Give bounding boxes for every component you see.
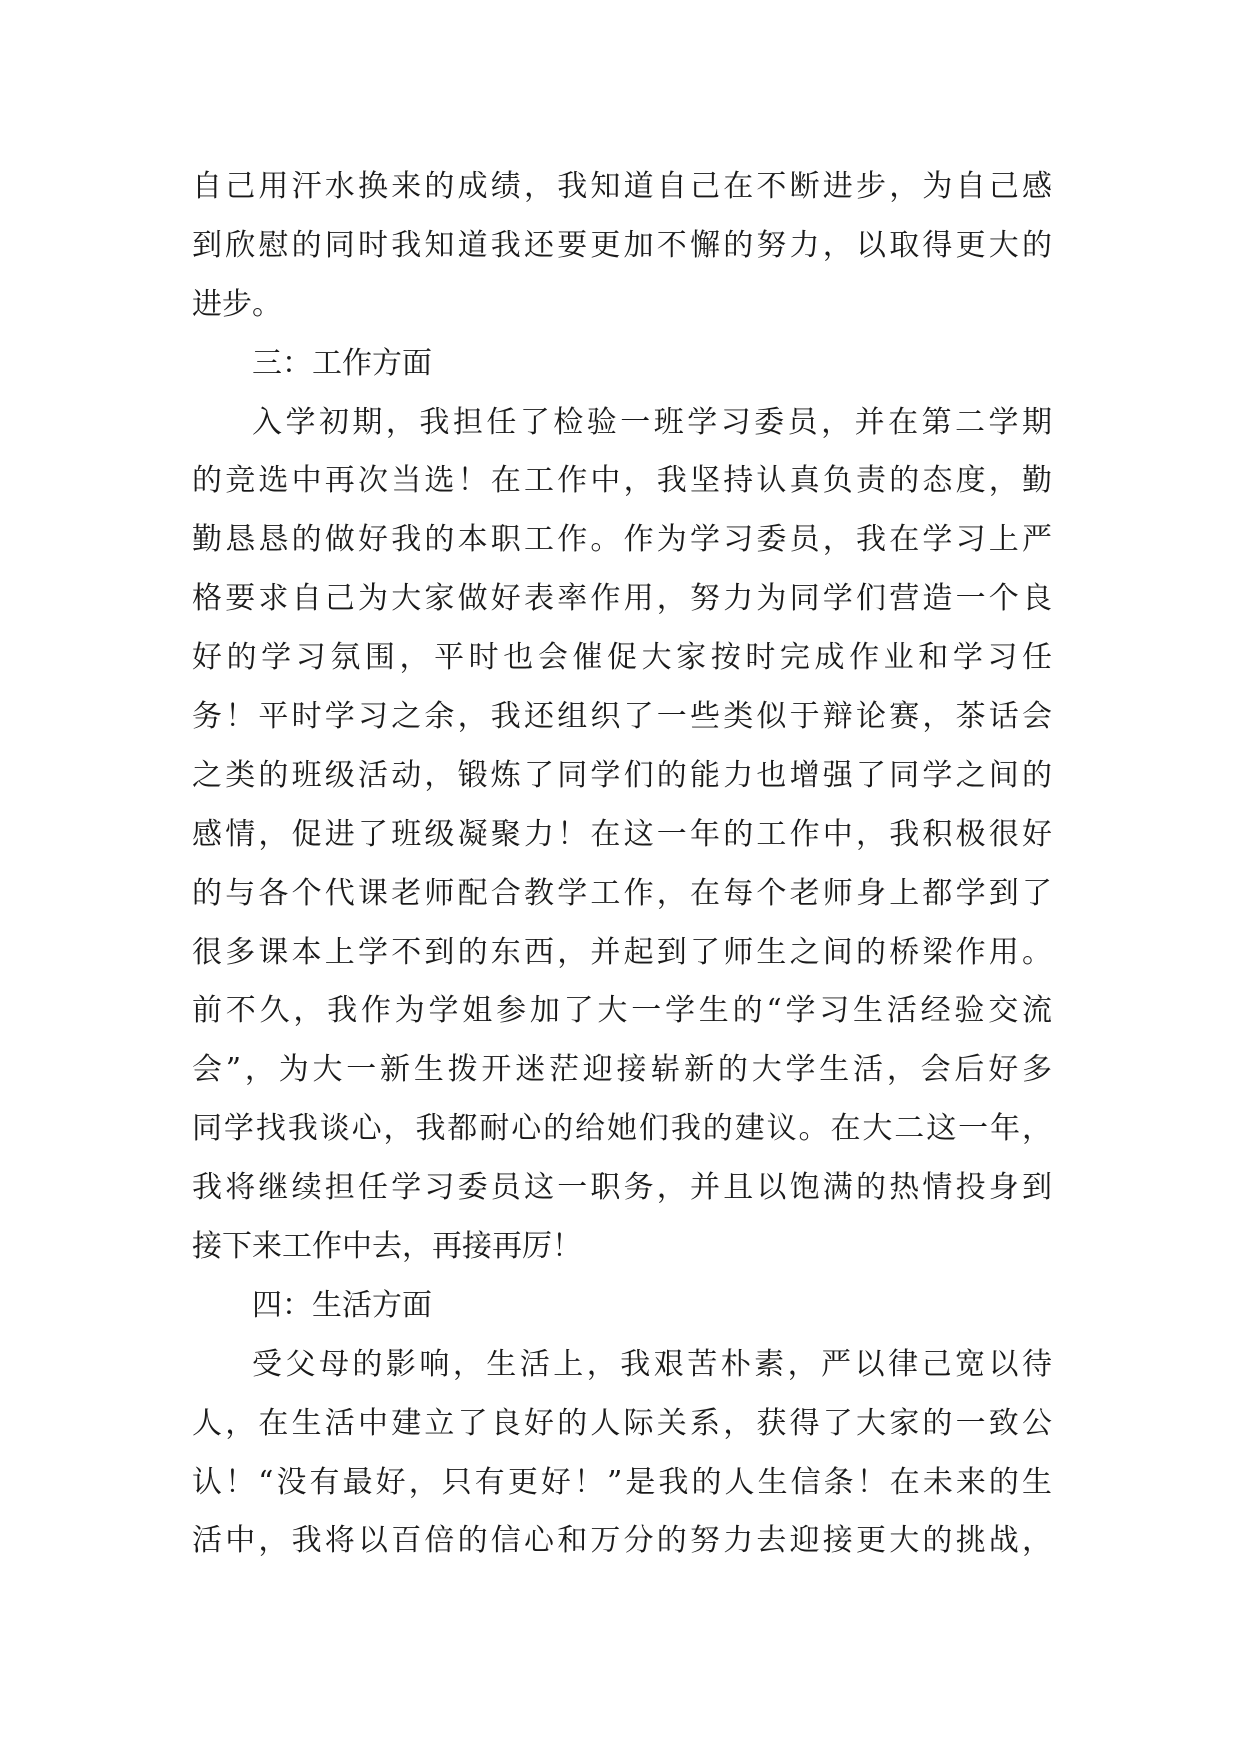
text-line: 我将继续担任学习委员这一职务，并且以饱满的热情投身到	[192, 1170, 1052, 1206]
document-body	[192, 158, 1052, 1571]
text-line: 进步。	[192, 286, 282, 322]
text-line: 的竞选中再次当选！在工作中，我坚持认真负责的态度，勤	[192, 463, 1052, 499]
text-line: 受父母的影响，生活上，我艰苦朴素，严以律己宽以待	[252, 1346, 1052, 1382]
text-line: 人，在生活中建立了良好的人际关系，获得了大家的一致公	[192, 1405, 1052, 1441]
text-line: 的与各个代课老师配合教学工作，在每个老师身上都学到了	[192, 875, 1052, 911]
text-line: 之类的班级活动，锻炼了同学们的能力也增强了同学之间的	[192, 757, 1052, 793]
section-heading-life: 四：生活方面	[252, 1287, 432, 1323]
section-heading-work: 三：工作方面	[252, 345, 432, 381]
text-line: 到欣慰的同时我知道我还要更加不懈的努力，以取得更大的	[192, 227, 1052, 263]
text-line: 感情，促进了班级凝聚力！在这一年的工作中，我积极很好	[192, 816, 1052, 852]
text-line: 务！平时学习之余，我还组织了一些类似于辩论赛，茶话会	[192, 699, 1052, 735]
text-line: 同学找我谈心，我都耐心的给她们我的建议。在大二这一年，	[192, 1111, 1052, 1147]
text-line: 勤恳恳的做好我的本职工作。作为学习委员，我在学习上严	[192, 522, 1052, 558]
text-line: 会”，为大一新生拨开迷茫迎接崭新的大学生活，会后好多	[192, 1052, 1052, 1088]
text-line: 接下来工作中去，再接再厉！	[192, 1229, 582, 1265]
text-line: 自己用汗水换来的成绩，我知道自己在不断进步，为自己感	[192, 169, 1052, 204]
text-line: 前不久，我作为学姐参加了大一学生的“学习生活经验交流	[192, 993, 1052, 1029]
text-line: 很多课本上学不到的东西，并起到了师生之间的桥梁作用。	[192, 934, 1052, 970]
text-line: 认！“没有最好，只有更好！”是我的人生信条！在未来的生	[192, 1464, 1052, 1500]
text-line: 入学初期，我担任了检验一班学习委员，并在第二学期	[252, 404, 1052, 440]
text-line: 活中，我将以百倍的信心和万分的努力去迎接更大的挑战，	[192, 1523, 1052, 1559]
text-line: 好的学习氛围，平时也会催促大家按时完成作业和学习任	[192, 640, 1052, 676]
text-line: 格要求自己为大家做好表率作用，努力为同学们营造一个良	[192, 581, 1052, 617]
